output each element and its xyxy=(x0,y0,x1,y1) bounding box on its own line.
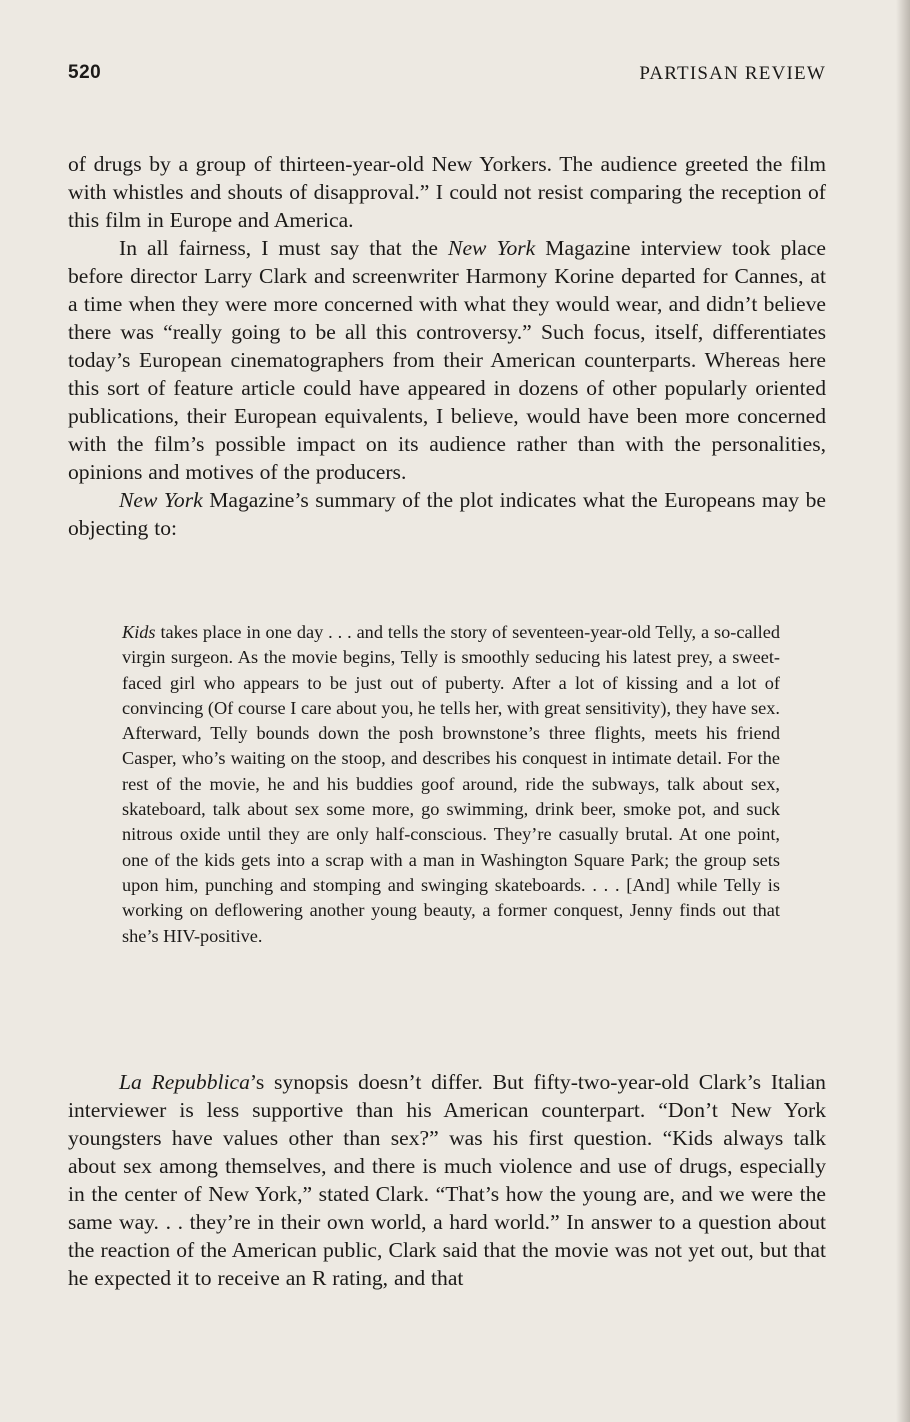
paragraph-2-pre: In all fairness, I must say that the xyxy=(119,236,449,260)
paragraph-continuation xyxy=(68,150,826,234)
quote-italic: Kids xyxy=(122,622,156,642)
body-text-bottom xyxy=(68,1068,826,1292)
paragraph-repubblica xyxy=(68,1068,826,1292)
page-number: 520 xyxy=(68,62,102,83)
paragraph-3-italic: New York xyxy=(119,488,203,512)
paragraph-4-post: ’s synopsis doesn’t differ. But fifty-two-year-old Clark’s Italian interviewer is less supportive than his American counterpart. “Don’t New York youngsters have values other than sex?” was his first question. “Kids always talk about sex among themselves, and there is much violence and use of drugs, especially in the center of New York,” stated Clark. “That’s how the young are, and we were the same way. . . they’re in their own world, a hard world.” In answer to a question about the reaction of the American public, Clark said that the movie was not yet out, but that he expected it to receive an R rating, and that xyxy=(68,1070,826,1290)
paragraph-summary-intro xyxy=(68,486,826,542)
quote-paragraph xyxy=(122,620,780,949)
journal-title: PARTISAN REVIEW xyxy=(639,63,826,84)
paragraph-3-post: Magazine’s summary of the plot indicates what the Europeans may be objecting to: xyxy=(68,488,826,540)
page-edge-shadow xyxy=(896,0,910,1422)
paragraph-1-text: of drugs by a group of thirteen-year-old New Yorkers. The audience greeted the film with whistles and shouts of disapproval.” I could not resist comparing the reception of this film in Europe and America. xyxy=(68,152,826,232)
body-text-top xyxy=(68,150,826,542)
paragraph-2-italic: New York xyxy=(448,236,536,260)
quote-text: takes place in one day . . . and tells the story of seventeen-year-old Telly, a so-called virgin surgeon. As the movie begins, Telly is smoothly seducing his latest prey, a sweet-faced girl who appears to be just out of puberty. After a lot of kissing and a lot of convincing (Of course I care about you, he tells her, with great sensitivity), they have sex. Afterward, Telly bounds down the posh brownstone’s three flights, meets his friend Casper, who’s waiting on the stoop, and describes his conquest in intimate detail. For the rest of the movie, he and his buddies goof around, ride the subways, talk about sex, skateboard, talk about sex some more, go swimming, drink beer, smoke pot, and suck nitrous oxide until they are only half-conscious. They’re casually brutal. At one point, one of the kids gets into a scrap with a man in Washington Square Park; the group sets upon him, punching and stomping and swinging skateboards. . . . [And] while Telly is working on deflowering another young beauty, a former conquest, Jenny finds out that she’s HIV-positive. xyxy=(122,622,780,946)
running-head xyxy=(68,62,826,92)
paragraph-fairness xyxy=(68,234,826,486)
paragraph-2-post: Magazine interview took place before director Larry Clark and screenwriter Harmony Korine departed for Cannes, at a time when they were more concerned with what they would wear, and didn’t believe there was “really going to be all this controversy.” Such focus, itself, differentiates today’s European cinematographers from their American counterparts. Whereas here this sort of feature article could have appeared in dozens of other popularly oriented publications, their European equivalents, I believe, would have been more concerned with the film’s possible impact on its audience rather than with the personalities, opinions and motives of the producers. xyxy=(68,236,826,484)
block-quote xyxy=(122,620,780,949)
paragraph-4-italic: La Repubblica xyxy=(119,1070,250,1094)
